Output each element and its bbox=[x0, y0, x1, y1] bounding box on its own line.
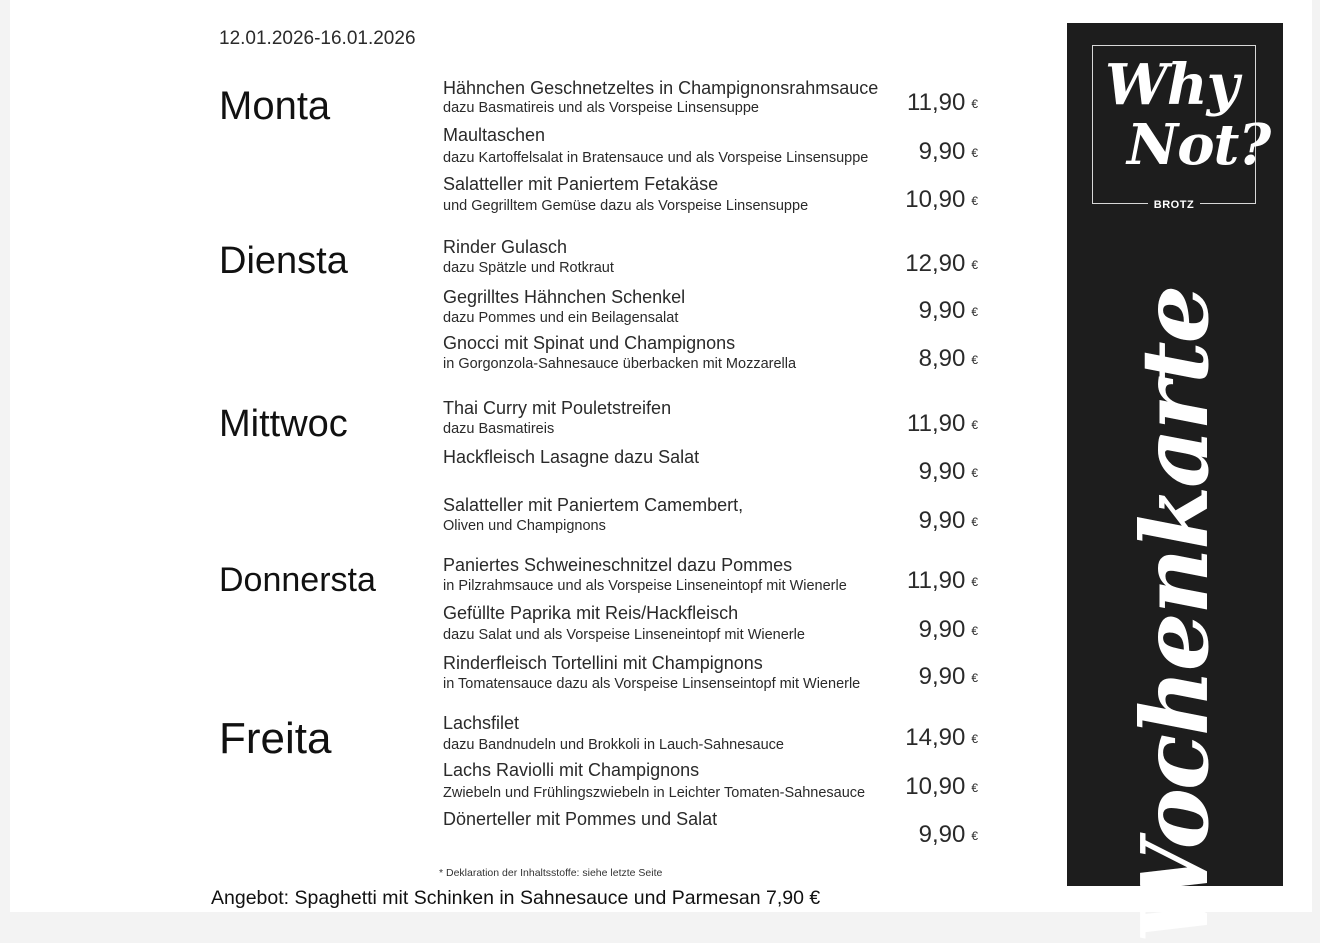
menu-item-description: Oliven und Champignons bbox=[443, 518, 606, 534]
menu-item-description: dazu Salat und als Vorspeise Linseneintopf mit Wienerle bbox=[443, 627, 805, 643]
menu-item-title: Maultaschen bbox=[443, 125, 546, 145]
menu-item-title: Thai Curry mit Pouletstreifen bbox=[443, 398, 672, 418]
menu-item-description: dazu Bandnudeln und Brokkoli in Lauch-Sahnesauce bbox=[443, 737, 784, 753]
menu-item-title: Hähnchen Geschnetzeltes in Champignonsrahmsauce bbox=[443, 78, 879, 98]
menu-item-description: dazu Spätzle und Rotkraut bbox=[443, 260, 614, 276]
day-label-friday: Freita bbox=[219, 714, 332, 763]
menu-item-title: Gegrilltes Hähnchen Schenkel bbox=[443, 287, 686, 307]
logo-brand-name: BROTZ bbox=[1093, 199, 1255, 211]
wochenkarte-title: Wochenkarte bbox=[1121, 286, 1229, 943]
menu-item-title: Lachs Raviolli mit Champignons bbox=[443, 760, 700, 780]
menu-item-price: 8,90 € bbox=[918, 345, 978, 372]
menu-item-price: 9,90 € bbox=[918, 821, 978, 848]
menu-item-price: 9,90 € bbox=[918, 663, 978, 690]
day-label-wednesday: Mittwoc bbox=[219, 403, 348, 445]
menu-item-description: und Gegrilltem Gemüse dazu als Vorspeise Linsensuppe bbox=[443, 198, 809, 214]
date-range: 12.01.2026-16.01.2026 bbox=[219, 28, 416, 49]
menu-item-price: 9,90 € bbox=[918, 507, 978, 534]
menu-item-description: dazu Basmatireis bbox=[443, 421, 555, 437]
day-label-thursday: Donnersta bbox=[219, 561, 376, 599]
menu-item-description: dazu Pommes und ein Beilagensalat bbox=[443, 310, 679, 326]
menu-item-price: 9,90 € bbox=[918, 458, 978, 485]
logo-line-why: Why bbox=[1105, 52, 1239, 118]
menu-item-price: 11,90 € bbox=[907, 410, 978, 437]
menu-item-price: 9,90 € bbox=[918, 138, 978, 165]
special-offer: Angebot: Spaghetti mit Schinken in Sahnesauce und Parmesan 7,90 € bbox=[211, 887, 821, 909]
menu-item-price: 12,90 € bbox=[905, 250, 978, 277]
allergen-footnote: * Deklaration der Inhaltsstoffe: siehe letzte Seite bbox=[439, 867, 663, 879]
menu-item-title: Salatteller mit Paniertem Camembert, bbox=[443, 495, 744, 515]
menu-item-title: Paniertes Schweineschnitzel dazu Pommes bbox=[443, 555, 793, 575]
menu-item-title: Hackfleisch Lasagne dazu Salat bbox=[443, 447, 700, 467]
menu-item-description: in Gorgonzola-Sahnesauce überbacken mit Mozzarella bbox=[443, 356, 797, 372]
menu-item-price: 14,90 € bbox=[905, 724, 978, 751]
menu-item-description: in Pilzrahmsauce und als Vorspeise Linseneintopf mit Wienerle bbox=[443, 578, 847, 594]
menu-item-title: Dönerteller mit Pommes und Salat bbox=[443, 809, 718, 829]
menu-item-title: Gefüllte Paprika mit Reis/Hackfleisch bbox=[443, 603, 739, 623]
menu-item-title: Gnocci mit Spinat und Champignons bbox=[443, 333, 736, 353]
menu-item-price: 10,90 € bbox=[905, 186, 978, 213]
menu-item-description: dazu Basmatireis und als Vorspeise Linsensuppe bbox=[443, 100, 759, 116]
menu-item-price: 9,90 € bbox=[918, 616, 978, 643]
menu-item-price: 11,90 € bbox=[907, 567, 978, 594]
menu-item-title: Rinderfleisch Tortellini mit Champignons bbox=[443, 653, 763, 673]
menu-item-price: 10,90 € bbox=[905, 773, 978, 800]
menu-item-price: 9,90 € bbox=[918, 297, 978, 324]
menu-item-description: in Tomatensauce dazu als Vorspeise Linsenseintopf mit Wienerle bbox=[443, 676, 861, 692]
menu-item-title: Salatteller mit Paniertem Fetakäse bbox=[443, 174, 719, 194]
menu-item-price: 11,90 € bbox=[907, 89, 978, 116]
side-banner bbox=[1067, 23, 1283, 943]
menu-item-description: Zwiebeln und Frühlingszwiebeln in Leichter Tomaten-Sahnesauce bbox=[443, 785, 866, 801]
menu-item-title: Lachsfilet bbox=[443, 713, 520, 733]
brand-logo bbox=[1092, 45, 1271, 211]
day-label-tuesday: Diensta bbox=[219, 240, 348, 282]
logo-line-not: Not? bbox=[1127, 112, 1271, 178]
day-label-monday: Monta bbox=[219, 84, 331, 128]
menu-item-title: Rinder Gulasch bbox=[443, 237, 568, 257]
menu-item-description: dazu Kartoffelsalat in Bratensauce und als Vorspeise Linsensuppe bbox=[443, 150, 869, 166]
